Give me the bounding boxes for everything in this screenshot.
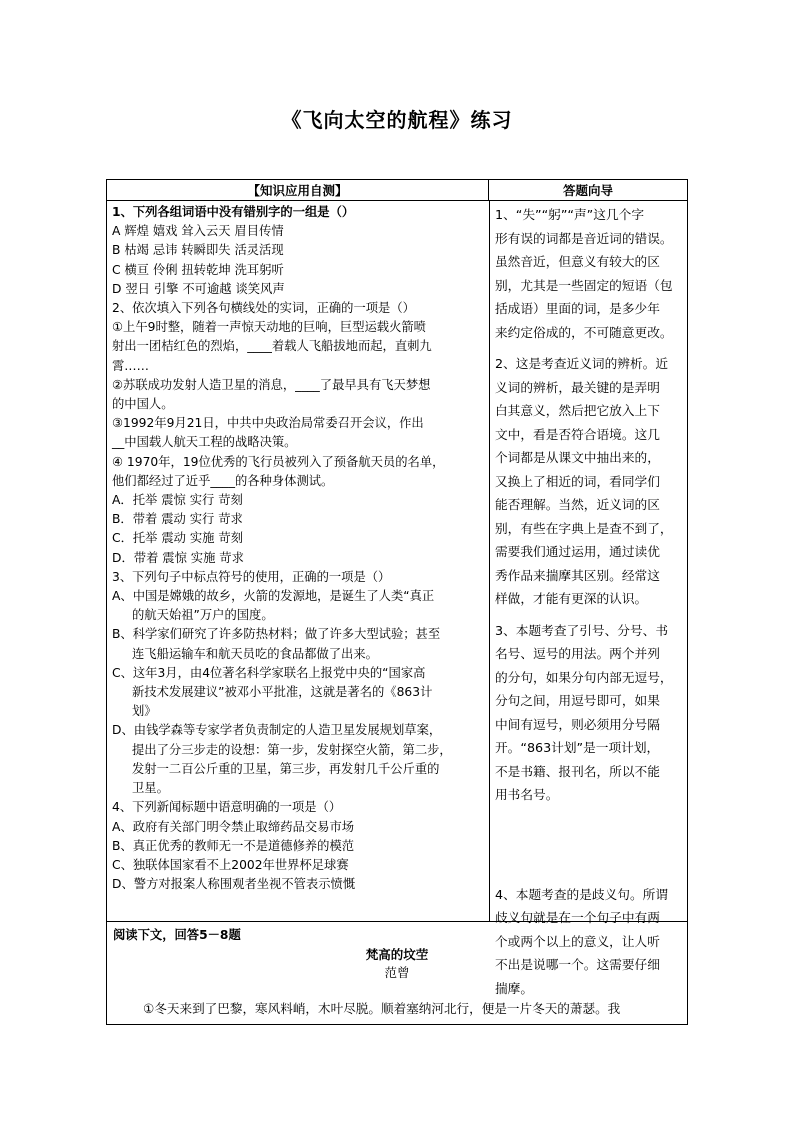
article-author: 范曾 <box>384 965 410 980</box>
answer-guide-line: 需要我们通过运用，通过读优 <box>495 544 660 559</box>
answer-guide-line: 的分句，如果分句内部无逗号， <box>495 669 673 685</box>
question-line: D．带着 震惊 实施 苛求 <box>112 550 244 565</box>
answer-guide-line: 个或两个以上的意义，让人听 <box>495 933 660 949</box>
question-line: C 横亘 伶俐 扭转乾坤 洗耳躬听 <box>112 262 284 277</box>
question-line: 3、下列句子中标点符号的使用，正确的一项是（） <box>112 569 391 584</box>
question-line: B、真正优秀的教师无一不是道德修养的模范 <box>112 838 355 853</box>
answer-guide-line: 能否理解。当然，近义词的区 <box>495 497 660 512</box>
question-line: 1、下列各组词语中没有错别字的一组是（） <box>112 205 355 219</box>
question-line: 卫星。 <box>132 781 169 796</box>
answer-guide-line: 秀作品来揣摩其区别。经常这 <box>495 567 660 583</box>
question-line: 的航天始祖”万户的国度。 <box>132 608 274 623</box>
answer-guide-column <box>495 203 685 1000</box>
column-divider <box>489 201 490 921</box>
article-paragraph: ①冬天来到了巴黎，寒风料峭，木叶尽脱。顺着塞纳河北行，便是一片冬天的萧瑟。我 <box>143 1001 621 1016</box>
answer-guide-paragraph <box>495 619 685 807</box>
answer-guide-line: 2、这是考查近义词的辨析。近 <box>495 356 669 371</box>
answer-guide-line: 来约定俗成的，不可随意更改。 <box>495 324 673 340</box>
question-line: 射出一团桔红色的烈焰，____着载人飞船拔地而起，直刺九 <box>112 339 432 354</box>
question-line: C．托举 震动 实施 苛刻 <box>112 531 243 546</box>
answer-guide-line: 揣摩。 <box>495 980 534 996</box>
answer-guide-line: 文中，看是否符合语境。这几 <box>495 426 660 442</box>
question-line: A．托举 震惊 实行 苛刻 <box>112 493 243 508</box>
question-line: A、中国是嫦娥的故乡，火箭的发源地，是诞生了人类“真正 <box>112 589 435 604</box>
exercise-table <box>106 179 688 1025</box>
question-line: C、独联体国家看不上2002年世界杯足球赛 <box>112 857 349 872</box>
question-line: 的中国人。 <box>112 397 174 412</box>
question-line: ③1992年9月21日，中共中央政治局常委召开会议，作出 <box>112 416 424 431</box>
question-line: 4、下列新闻标题中语意明确的一项是（） <box>112 800 342 815</box>
answer-guide-line: 虽然音近，但意义有较大的区 <box>495 254 660 269</box>
answer-guide-line: 形有误的词都是音近词的错误。 <box>495 230 673 246</box>
answer-guide-line: 名号、逗号的用法。两个并列 <box>495 646 660 661</box>
answer-guide-line: 白其意义，然后把它放入上下 <box>495 403 660 418</box>
answer-guide-paragraph <box>495 352 685 611</box>
answer-guide-line: 别，有些在字典上是查不到了， <box>495 520 673 536</box>
questions-column <box>112 203 484 894</box>
reading-intro: 阅读下文，回答5－8题 <box>113 928 241 942</box>
answer-guide-line: 3、本题考查了引号、分号、书 <box>495 622 669 638</box>
question-line: D、警方对报案人称围观者坐视不管表示愤慨 <box>112 877 356 892</box>
answer-guide-line: 1、“失”“躬”“声”这几个字 <box>495 207 645 222</box>
answer-guide-line: 义词的辨析，最关键的是弄明 <box>495 379 660 395</box>
answer-guide-paragraph <box>495 203 685 344</box>
question-line: __中国载人航天工程的战略决策。 <box>112 435 297 450</box>
question-line: 划》 <box>132 704 157 719</box>
answer-guide-line: 别，尤其是一些固定的短语（包 <box>495 277 673 293</box>
answer-guide-line: 4、本题考查的是歧义句。所谓 <box>495 886 669 902</box>
answer-guide-line: 个词都是从课文中抽出来的， <box>495 450 660 465</box>
answer-guide-line: 不出是说哪一个。这需要仔细 <box>495 957 660 972</box>
question-line: D 翌日 引擎 不可逾越 谈笑风声 <box>112 281 285 296</box>
question-line: 他们都经过了近乎____的各种身体测试。 <box>112 473 334 488</box>
question-line: B、科学家们研究了许多防热材料；做了许多大型试验；甚至 <box>112 627 441 642</box>
answer-guide-line: 不是书籍、报刊名，所以不能 <box>495 763 660 779</box>
question-line: D、由钱学森等专家学者负责制定的人造卫星发展规划草案， <box>112 723 442 738</box>
question-line: C、这年3月，由4位著名科学家联名上报党中央的“国家高 <box>112 665 426 680</box>
question-line: 霄…… <box>112 358 149 373</box>
question-line: 2、依次填入下列各句横线处的实词，正确的一项是（） <box>112 301 415 316</box>
question-line: A 辉煌 嬉戏 耸入云天 眉目传情 <box>112 224 284 239</box>
answer-guide-line: 又换上了相近的词，看同学们 <box>495 473 660 489</box>
question-line: 新技术发展建议”被邓小平批准，这就是著名的《863计 <box>132 685 433 700</box>
question-line: A、政府有关部门明令禁止取缔药品交易市场 <box>112 819 355 834</box>
answer-guide-line: 括成语）里面的词，是多少年 <box>495 301 660 316</box>
answer-guide-line: 分句之间，用逗号即可，如果 <box>495 693 660 708</box>
question-line: 连飞船运输车和航天员吃的食品都做了出来。 <box>132 646 378 661</box>
article-title: 梵高的坟茔 <box>365 947 429 962</box>
header-answer-guide: 答题向导 <box>489 180 687 201</box>
answer-guide-line: 开。“863计划”是一项计划， <box>495 740 660 755</box>
answer-guide-line: 样做，才能有更深的认识。 <box>495 591 648 606</box>
answer-guide-line: 用书名号。 <box>495 787 559 802</box>
answer-guide-paragraph <box>495 883 685 1001</box>
question-line: B．带着 震动 实行 苛求 <box>112 512 243 527</box>
question-line: ①上午9时整，随着一声惊天动地的巨响，巨型运载火箭喷 <box>112 320 426 335</box>
question-line: 提出了分三步走的设想：第一步，发射探空火箭，第二步， <box>132 742 452 757</box>
question-line: ④ 1970年，19位优秀的飞行员被列入了预备航天员的名单， <box>112 454 445 469</box>
header-knowledge-test: 【知识应用自测】 <box>107 180 489 201</box>
answer-guide-line: 中间有逗号，则必须用分号隔 <box>495 716 660 732</box>
question-line: 发射一二百公斤重的卫星，第三步，再发射几千公斤重的 <box>132 761 440 776</box>
page-title: 《飞向太空的航程》练习 <box>281 108 513 132</box>
answer-guide-line: 歧义句就是在一个句子中有两 <box>495 910 660 925</box>
question-line: B 枯竭 忌讳 转瞬即失 活灵活现 <box>112 243 284 258</box>
question-line: ②苏联成功发射人造卫星的消息，____了最早具有飞天梦想 <box>112 377 431 392</box>
